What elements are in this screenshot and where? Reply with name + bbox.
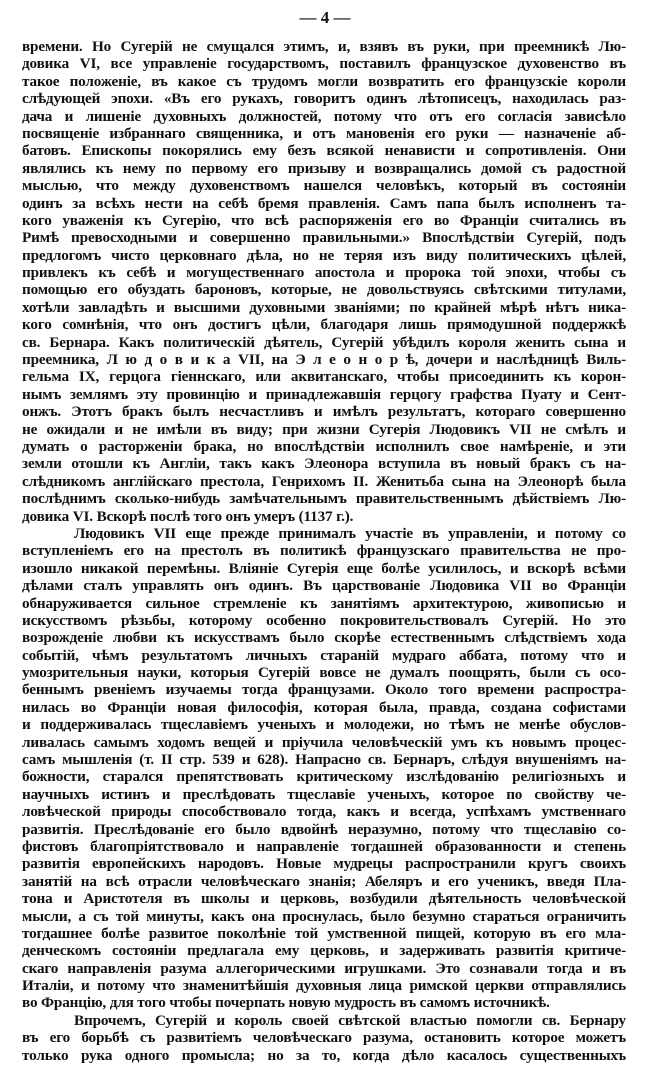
text-line: денческомъ состояніи предлагала ему церковь, и задерживать развитія критиче- [22,942,626,960]
text-line: Людовикъ VII еще прежде принималъ участіе въ управленіи, и потому со [74,524,626,542]
text-line: во Францію, для того чтобы почерпать новую мудрость въ самомъ источникѣ. [22,994,550,1012]
text-line: беннымъ рвеніемъ изучаемы тогда французами. Около того времени распростра- [22,681,626,699]
text-line: научныхъ истинъ и преслѣдовать тщеславіе ученыхъ, которое по свойству че- [22,785,626,803]
text-line: являлись къ нему по первому его призыву и возвращались домой съ радостной [22,159,626,177]
text-line: занятій на всѣ отрасли человѣческаго знанія; Абеляръ и его ученикъ, введя Пла- [22,872,626,890]
text-line: батовъ. Епископы покорялись ему безъ всякой ненависти и сопротивленія. Они [22,142,626,160]
text-line: хотѣли завладѣть и высшими духовными званіями; по крайней мѣрѣ нѣтъ ника- [22,298,626,316]
text-line: св. Бернара. Какъ политическій дѣятель, Сугерій убѣдилъ короля женить сына и [22,333,626,351]
text-line: такое положеніе, въ какое съ трудомъ могли возвратить его французскіе короли [22,72,626,90]
paragraph [22,525,626,1012]
text-line: помощью его обуздать бароновъ, которые, не довольствуясь свѣтскими титулами, [22,281,626,299]
text-line: мысли, а съ той минуты, какъ она проснулась, было безумно стараться ограничить [22,907,626,925]
text-line: дѣлами сталъ управлять онъ одинъ. Въ царствованіе Людовика VII во Франціи [22,577,626,595]
text-line: времени. Но Сугерій не смущался этимъ, и, взявъ въ руки, при преемникѣ Лю- [22,38,626,55]
text-line: довика VI, все управленіе государствомъ, поставилъ французское духовенство въ [22,55,626,73]
text-line: онжъ. Этотъ бракъ былъ несчастливъ и имѣлъ результатъ, котораго совершенно [22,403,626,421]
text-line: посвященіе избраннаго священника, и отъ мановенія его руки — назначеніе аб- [22,124,626,142]
text-line: развитія. Преслѣдованіе его было вдвойнѣ неразумно, потому что тщеславію со- [22,820,626,838]
text-line: одинъ за всѣхъ нести на себѣ бремя правленія. Самъ папа былъ исполненъ та- [22,194,626,212]
text-line: въ его борьбѣ съ развитіемъ человѣческаго разума, остановить которое можетъ [22,1029,626,1047]
text-line: только рука одного промысла; но за то, когда дѣло касалось существенныхъ [22,1046,626,1064]
page-number: — 4 — [299,8,351,27]
text-line: земли отошли къ Англіи, такъ какъ Элеонора вступила въ новый бракъ съ на- [22,455,626,473]
text-line: привлекъ къ себѣ и могущественнаго апостола и пророка той эпохи, чтобы съ [22,264,626,282]
text-line: ловѣческой природы способствовало тогда, какъ и всегда, успѣхамъ умственнаго [22,803,626,821]
text-line: предлогомъ чисто церковнаго дѣла, но не теряя изъ виду политическихъ цѣлей, [22,246,626,264]
text-line: искусствомъ рѣзьбы, которому особенно покровительствовалъ Сугерій. Но это [22,611,626,629]
text-line: умозрительныя науки, которыя Сугерій вовсе не думалъ поощрять, были съ осо- [22,664,626,682]
text-line: божности, старался препятствовать критическому изслѣдованію религіозныхъ и [22,768,626,786]
text-line: мыслью, что между духовенствомъ нашелся человѣкъ, который въ состояніи [22,177,626,195]
text-line: изошло никакой перемѣны. Вліяніе Сугерія еще болѣе усилилось, и вскорѣ всѣми [22,559,626,577]
text-line: кого уваженія къ Сугерію, что всѣ распоряженія его во Франціи считались въ [22,211,626,229]
text-line: тона и Аристотеля въ школы и церковь, возбудили дѣятельность человѣческой [22,890,626,908]
text-line: тогдашнее болѣе развитое поколѣніе той умственной пищей, которую въ его мла- [22,924,626,942]
text-line: возрожденіе любви къ искусствамъ было скорѣе естественнымъ слѣдствіемъ хода [22,629,626,647]
text-line: не ожидали и не имѣли въ виду; при жизни Сугерія Людовикъ VII не смѣлъ и [22,420,626,438]
text-line: кого сомнѣнія, что онъ достигъ цѣли, благодаря лишь прямодушной поддержкѣ [22,316,626,334]
paragraph [22,38,626,525]
text-line: развитія европейскихъ народовъ. Новые мудрецы распространили кругъ своихъ [22,855,626,873]
paragraph [22,1012,626,1064]
text-line: и поддерживалась тщеславіемъ ученыхъ и молодежи, но тѣмъ не менѣе обуслов- [22,716,626,734]
text-line: гельма IX, герцога гіеннскаго, или аквитанскаго, чтобы присоединить къ корон- [22,368,626,386]
text-line: вступленіемъ его на престолъ въ политикѣ французскаго правительства не про- [22,542,626,560]
text-line: обнаруживается сильное стремленіе къ занятіямъ архитектурою, живописью и [22,594,626,612]
text-line: нилась во Франціи новая философія, которая была, правда, создана софистами [22,698,626,716]
text-line: послѣднимъ сколько-нибудь замѣчательнымъ правительственнымъ дѣйствіемъ Лю- [22,490,626,508]
text-line: событій, чѣмъ результатомъ личныхъ стараній мудраго аббата, потому что и [22,646,626,664]
text-line: самъ мышленія (т. II стр. 539 и 628). Напрасно св. Бернаръ, слѣдуя внушеніямъ на- [22,751,626,769]
text-line: фистовъ благопріятствовало и направленіе тогдашней образованности и степень [22,837,626,855]
text-line: нымъ землямъ эту провинцію и принадлежавшія герцогу графства Пуату и Сент- [22,385,626,403]
text-line: слѣдникомъ англійскаго престола, Генрихомъ II. Женитьба сына на Элеонорѣ была [22,472,626,490]
text-line: ливалась самымъ ходомъ вещей и пріучила человѣческій умъ къ новымъ процес- [22,733,626,751]
text-line: довика VI. Вскорѣ послѣ того онъ умеръ (1137 г.). [22,507,354,525]
text-line: скаго направленія разума аллегорическими игрушками. Это сознавали тогда и въ [22,959,626,977]
text-line: слѣдующей эпохи. «Въ его рукахъ, говоритъ одинъ лѣтописецъ, находилась раз- [22,90,626,108]
text-line: Италіи, и потому что знаменитѣйшія духовныя лица римской церкви отправлялись [22,977,626,995]
text-line: преемника, Л ю д о в и к а VII, на Э л е о н о р ѣ, дочери и наслѣдницѣ Виль- [22,351,626,369]
text-line: дача и лишеніе духовныхъ должностей, потому что отъ его согласія зависѣло [22,107,626,125]
text-line: Впрочемъ, Сугерій и король своей свѣтской властью помогли св. Бернару [74,1011,626,1029]
text-line: думать о расторженіи брака, но впослѣдствіи исполнилъ свое намѣреніе, и эти [22,437,626,455]
body-text [22,38,626,1064]
text-line: Римѣ превосходными и совершенно правильными.» Впослѣдствіи Сугерій, подъ [22,229,626,247]
